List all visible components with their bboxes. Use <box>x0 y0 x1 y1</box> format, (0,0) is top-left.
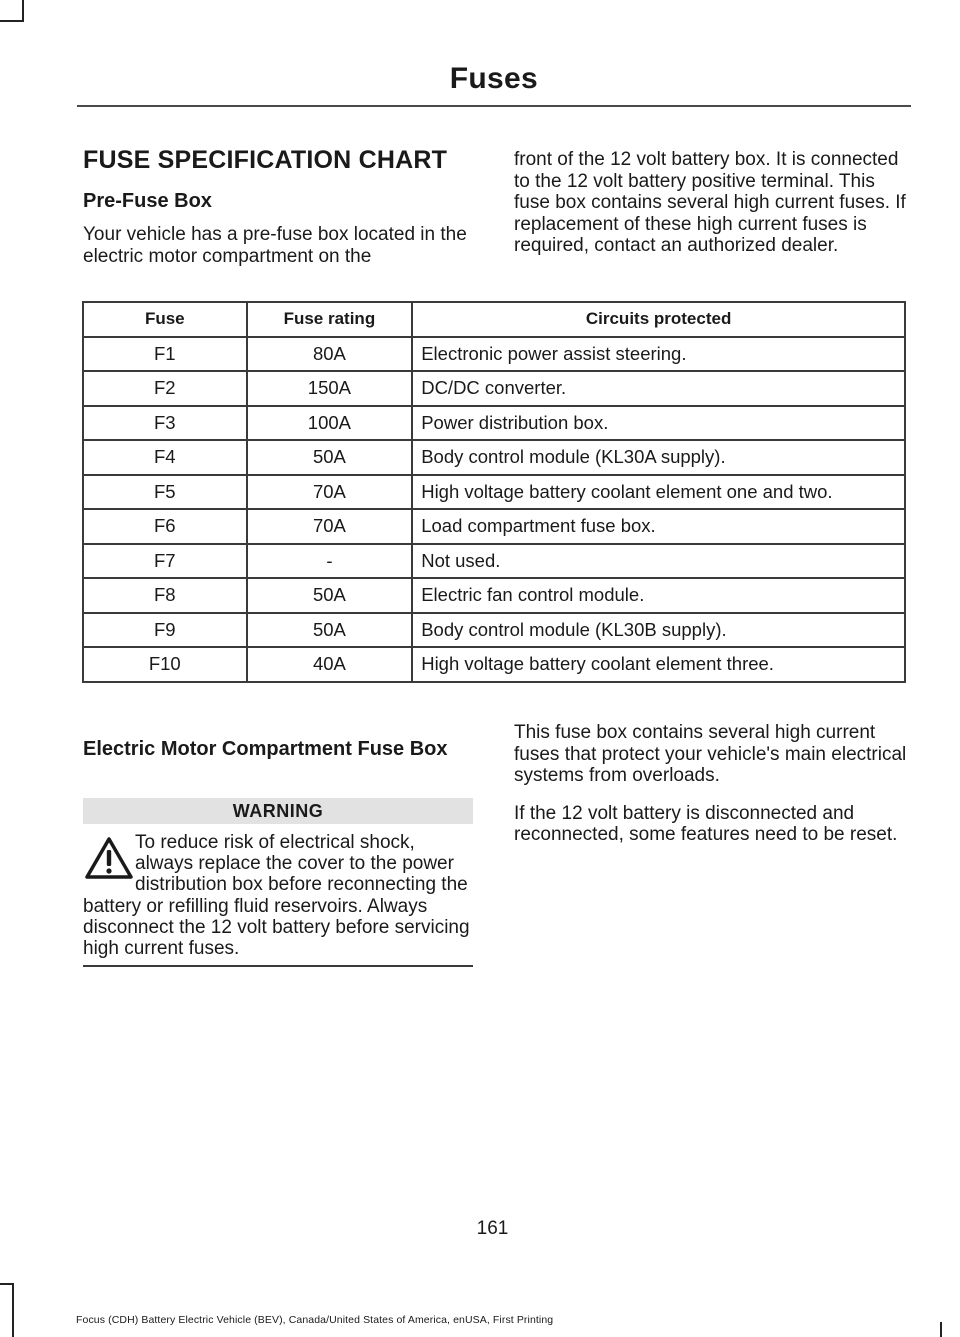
warning-bottom-rule <box>83 965 473 967</box>
table-row <box>83 406 905 441</box>
left-column-top <box>83 146 475 267</box>
fuse-id: F5 <box>83 475 247 510</box>
right-column-top <box>514 149 910 257</box>
table-row <box>83 440 905 475</box>
fuse-rating: 100A <box>247 406 413 441</box>
page-number: 161 <box>476 1218 509 1239</box>
table-header-row <box>83 302 905 337</box>
circuit-description: High voltage battery coolant element three. <box>412 647 905 682</box>
crop-mark <box>22 0 24 22</box>
table-row <box>83 475 905 510</box>
fuse-id: F2 <box>83 371 247 406</box>
table-row <box>83 509 905 544</box>
circuit-description: Not used. <box>412 544 905 579</box>
table-row <box>83 647 905 682</box>
circuit-description: DC/DC converter. <box>412 371 905 406</box>
circuit-description: Electric fan control module. <box>412 578 905 613</box>
crop-mark <box>0 20 22 22</box>
footer-text: Focus (CDH) Battery Electric Vehicle (BEV), Canada/United States of America, enUSA, First Printing <box>76 1314 554 1326</box>
crop-mark <box>0 1283 14 1285</box>
fuse-id: F7 <box>83 544 247 579</box>
circuit-description: Body control module (KL30A supply). <box>412 440 905 475</box>
fuse-rating: 50A <box>247 440 413 475</box>
fuse-id: F4 <box>83 440 247 475</box>
fuse-rating: 50A <box>247 613 413 648</box>
table-row <box>83 578 905 613</box>
table-row <box>83 371 905 406</box>
header-divider <box>77 105 911 107</box>
fuse-rating: 70A <box>247 475 413 510</box>
fuse-rating: - <box>247 544 413 579</box>
emc-paragraph-1: This fuse box contains several high current fuses that protect your vehicle's main electrical systems from overloads. <box>514 722 907 786</box>
table-row <box>83 337 905 372</box>
fuse-id: F9 <box>83 613 247 648</box>
column-header-circuits-protected: Circuits protected <box>412 302 905 337</box>
prefuse-paragraph-1: Your vehicle has a pre-fuse box located in the electric motor compartment on the <box>83 224 467 267</box>
warning-icon-spacer <box>83 832 135 894</box>
circuit-description: High voltage battery coolant element one and two. <box>412 475 905 510</box>
emc-heading: Electric Motor Compartment Fuse Box <box>83 738 448 760</box>
chart-title: FUSE SPECIFICATION CHART <box>83 146 448 174</box>
fuse-id: F8 <box>83 578 247 613</box>
circuit-description: Body control module (KL30B supply). <box>412 613 905 648</box>
fuse-rating: 70A <box>247 509 413 544</box>
prefuse-paragraph-2: front of the 12 volt battery box. It is connected to the 12 volt battery positive terminal. This fuse box contains several high current fuses. If replacement of these high current fuses is required, contact an authorized dealer. <box>514 149 906 256</box>
prefuse-heading: Pre-Fuse Box <box>83 190 212 212</box>
fuse-rating: 150A <box>247 371 413 406</box>
fuse-rating: 40A <box>247 647 413 682</box>
circuit-description: Power distribution box. <box>412 406 905 441</box>
fuse-rating: 50A <box>247 578 413 613</box>
column-header-fuse: Fuse <box>83 302 247 337</box>
fuse-id: F10 <box>83 647 247 682</box>
fuse-id: F1 <box>83 337 247 372</box>
crop-mark <box>940 1322 942 1337</box>
fuse-id: F3 <box>83 406 247 441</box>
warning-label-bar: WARNING <box>83 798 473 824</box>
page-header-title: Fuses <box>449 62 538 95</box>
emc-paragraph-2: If the 12 volt battery is disconnected and reconnected, some features need to be reset. <box>514 802 898 845</box>
fuse-id: F6 <box>83 509 247 544</box>
column-header-fuse-rating: Fuse rating <box>247 302 413 337</box>
table-row <box>83 613 905 648</box>
fuse-table <box>82 301 906 683</box>
emc-heading-block <box>83 738 475 760</box>
circuit-description: Electronic power assist steering. <box>412 337 905 372</box>
warning-text: To reduce risk of electrical shock, always replace the cover to the power distribution box before reconnecting the battery or refilling fluid reservoirs. Always disconnect the 12 volt battery before servicing high current fuses. <box>83 832 470 960</box>
emc-right-column <box>514 722 910 846</box>
crop-mark <box>12 1283 14 1337</box>
circuit-description: Load compartment fuse box. <box>412 509 905 544</box>
table-row <box>83 544 905 579</box>
warning-text-block <box>83 832 475 959</box>
fuse-rating: 80A <box>247 337 413 372</box>
